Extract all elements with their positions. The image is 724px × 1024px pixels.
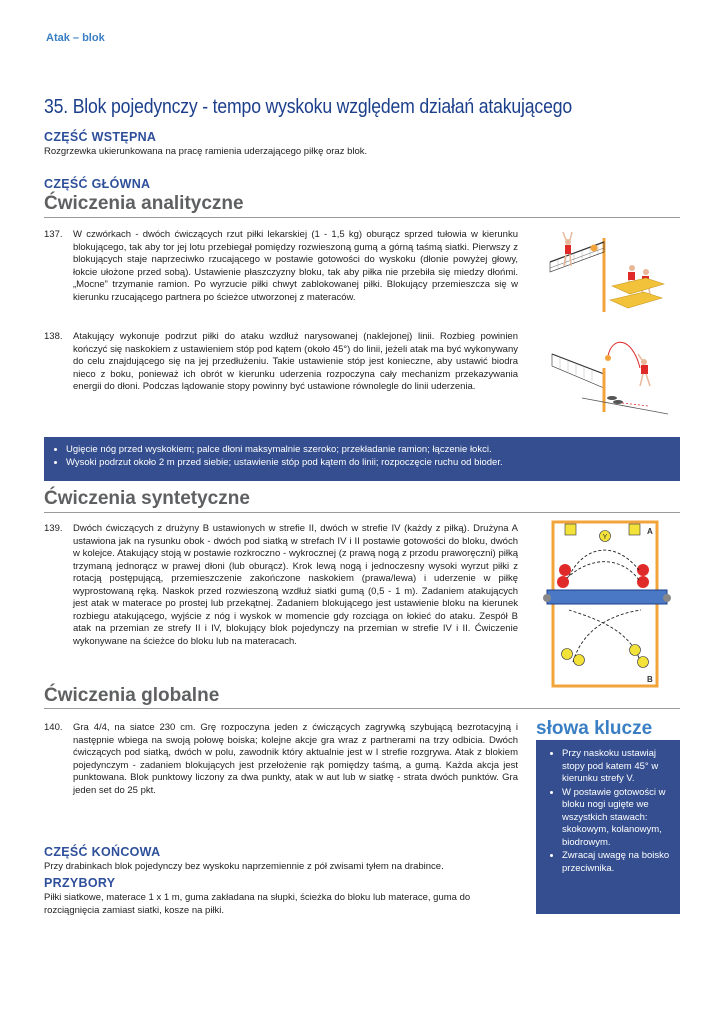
keyword-item: • W postawie gotowości w bloku nogi ugięte we wszystkich stawach: skokowym, kolanowym, biodrowym.	[562, 787, 674, 850]
keyword-item: • Zwracaj uwagę na boisko przeciwnika.	[562, 850, 674, 875]
team-a-label: A	[647, 527, 653, 536]
intro-text: Rozgrzewka ukierunkowana na pracę ramienia uderzającego piłkę oraz blok.	[44, 146, 368, 157]
final-text: Przy drabinkach blok pojedynczy bez wyskoku naprzemiennie z pół zwisami tyłem na drabince.	[44, 861, 444, 872]
ball-trajectory	[608, 342, 640, 368]
blocking-drill-illustration	[546, 228, 680, 316]
exercise-number: 138.	[44, 331, 63, 342]
main-heading: CZĘŚĆ GŁÓWNA	[44, 177, 151, 191]
global-heading: Ćwiczenia globalne	[44, 685, 220, 706]
spike-approach-illustration	[548, 332, 680, 424]
exercise-text: Gra 4/4, na siatce 230 cm. Grę rozpoczyna jeden z ćwiczących zagrywką szybującą bezrotacyjną i następnie wbiega na swoją połowę boiska; kolejne akcje gra wraz z partnerami na trzy odbicia. Dwóch ćwiczących pod siatką, dwóch w polu, zawodnik który aktualnie jest w I strefie rozgrywa. Atak z blokiem pojedynczym - zadaniem blokujących jest przełożenie rąk pomiędzy taśmą, a gumą. Każda akcja jest punktowana. Blok punktowy liczony za dwa punkty, atak w aut lub w siatkę - strata dwóch punktów. Gra jeden set do 25 pkt.	[73, 722, 518, 796]
net	[547, 590, 667, 604]
intro-heading: CZĘŚĆ WSTĘPNA	[44, 130, 157, 144]
exercise-text: Dwóch ćwiczących z drużyny B ustawionych w strefie II, dwóch w strefie IV (każdy z piłką). Drużyna A ustawiona jak na rysunku obok - dwóch pod siatką w strefach IV i II postawie gotowości do bloku, dwóch w kolejce. Atakujący stoją w postawie rozkroczno - wykrocznej (z prawą nogą z przodu praworęczni) piłką trzymaną jednorącz w prawej dłoni (lub oburącz). Krok lewą nogą i jednoczesny wysoki wyrzut piłki z rotacją postępującą, przemieszczenie zakończone naskokiem (prawa/lewa) i uderzenie w piłkę wyprostowaną ręką. Naskok przed rozwieszoną wzdłuż siatki gumą (0,5 - 1 m). Zadaniem atakujących jest atak w materace po prostej lub przekątnej. Zadaniem blokującego jest ustawienie bloku na kierunek rozbiegu atakującego, wyjście z nóg i wyskok w momencie gdy rozciąga on łokieć do ataku. Zespół B atak na przemian ze strefy II i IV, blokujący blok pojedynczy na przemian w strefie IV i II. Ćwiczenie wykonywane na ścieżce do bloku lub na materacach.	[73, 523, 518, 647]
exercise-number: 140.	[44, 722, 63, 733]
synthetic-rule	[44, 512, 680, 513]
exercise-text: W czwórkach - dwóch ćwiczących rzut piłki lekarskiej (1 - 1,5 kg) oburącz sprzed tułowia w kierunku blokującego, tak aby tor jej lotu przebiegał pomiędzy rozwieszoną gumą a górną taśmą siatki. Pierwszy z blokujących staje naprzeciwko rzucającego w postawie gotowości do wyskoku (dłonie powyżej głowy, łokcie ułożone przed sobą). Ustawienie płaszczyzny bloku, tak aby piłka nie przebiła się miedzy dłońmi. „Mocne” trzymanie ramion. Po wyrzucie piłki chwyt zablokowanej piłki. Blokujący przemieszcza się w kierunku rzucającego partnera po ścieżce utworzonej z materaców.	[73, 229, 518, 303]
exercise-138	[44, 331, 518, 423]
medicine-ball	[591, 245, 598, 252]
ball-label: Y	[602, 534, 608, 541]
blocker-figure	[563, 232, 572, 266]
equipment-heading: PRZYBORY	[44, 876, 116, 890]
tips-box	[44, 437, 680, 481]
mat-marker	[565, 524, 576, 535]
tip-item: • Wysoki podrzut około 2 m przed siebie; ustawienie stóp pod kątem do linii; rozpoczęcie ruchu od bioder.	[66, 456, 680, 469]
mat	[612, 278, 664, 294]
ball	[605, 355, 611, 361]
mat	[610, 292, 662, 308]
floor-line	[582, 398, 668, 414]
page-title: 35. Blok pojedynczy - tempo wyskoku względem działań atakującego	[44, 95, 572, 118]
exercise-text: Atakujący wykonuje podrzut piłki do ataku wzdłuż narysowanej (naklejonej) linii. Rozbieg powinien kończyć się naskokiem z ustawieniem stóp pod kątem (około 45°) do linii, jeżeli atak ma być wykonywany do celu znajdującego się na jej przedłużeniu. Takie ustawienie stóp jest konieczne, aby ustawić biodra nieco z boku, ponieważ ich obrót w kierunku uderzenia rozpoczyna cały mechanizm przekazywania energii do dłoni. Podczas lądowanie stopy powinny być ustawione równolegle do linii uderzenia.	[73, 331, 518, 392]
net-post-right	[663, 594, 671, 602]
keywords-box	[536, 740, 680, 914]
global-rule	[44, 708, 680, 709]
attacker-figure	[638, 354, 650, 386]
equipment-text: Piłki siatkowe, materace 1 x 1 m, guma zakładana na słupki, ścieżka do bloku lub materace, guma do rozciągnięcia zamiast siatki, kosze na piłki.	[44, 892, 471, 916]
analytic-heading: Ćwiczenia analityczne	[44, 193, 244, 214]
analytic-rule	[44, 217, 680, 218]
exercise-137	[44, 229, 518, 321]
tip-item: • Ugięcie nóg przed wyskokiem; palce dłoni maksymalnie szeroko; przekładanie ramion; łączenie łokci.	[66, 443, 680, 456]
keywords-title: słowa klucze	[536, 718, 653, 739]
footprint	[613, 400, 623, 404]
synthetic-heading: Ćwiczenia syntetyczne	[44, 488, 250, 509]
final-heading: CZĘŚĆ KOŃCOWA	[44, 845, 161, 859]
footprint	[607, 396, 617, 400]
exercise-number: 139.	[44, 523, 63, 534]
section-header: Atak – blok	[46, 32, 105, 44]
exercise-number: 137.	[44, 229, 63, 240]
court-diagram	[543, 518, 675, 690]
exercise-139	[44, 523, 518, 683]
net-post-left	[543, 594, 551, 602]
mat-marker	[629, 524, 640, 535]
keyword-item: • Przy naskoku ustawiaj stopy pod katem 45° w kierunku strefy V.	[562, 748, 674, 786]
exercise-140	[44, 722, 518, 814]
team-b-label: B	[647, 675, 653, 684]
